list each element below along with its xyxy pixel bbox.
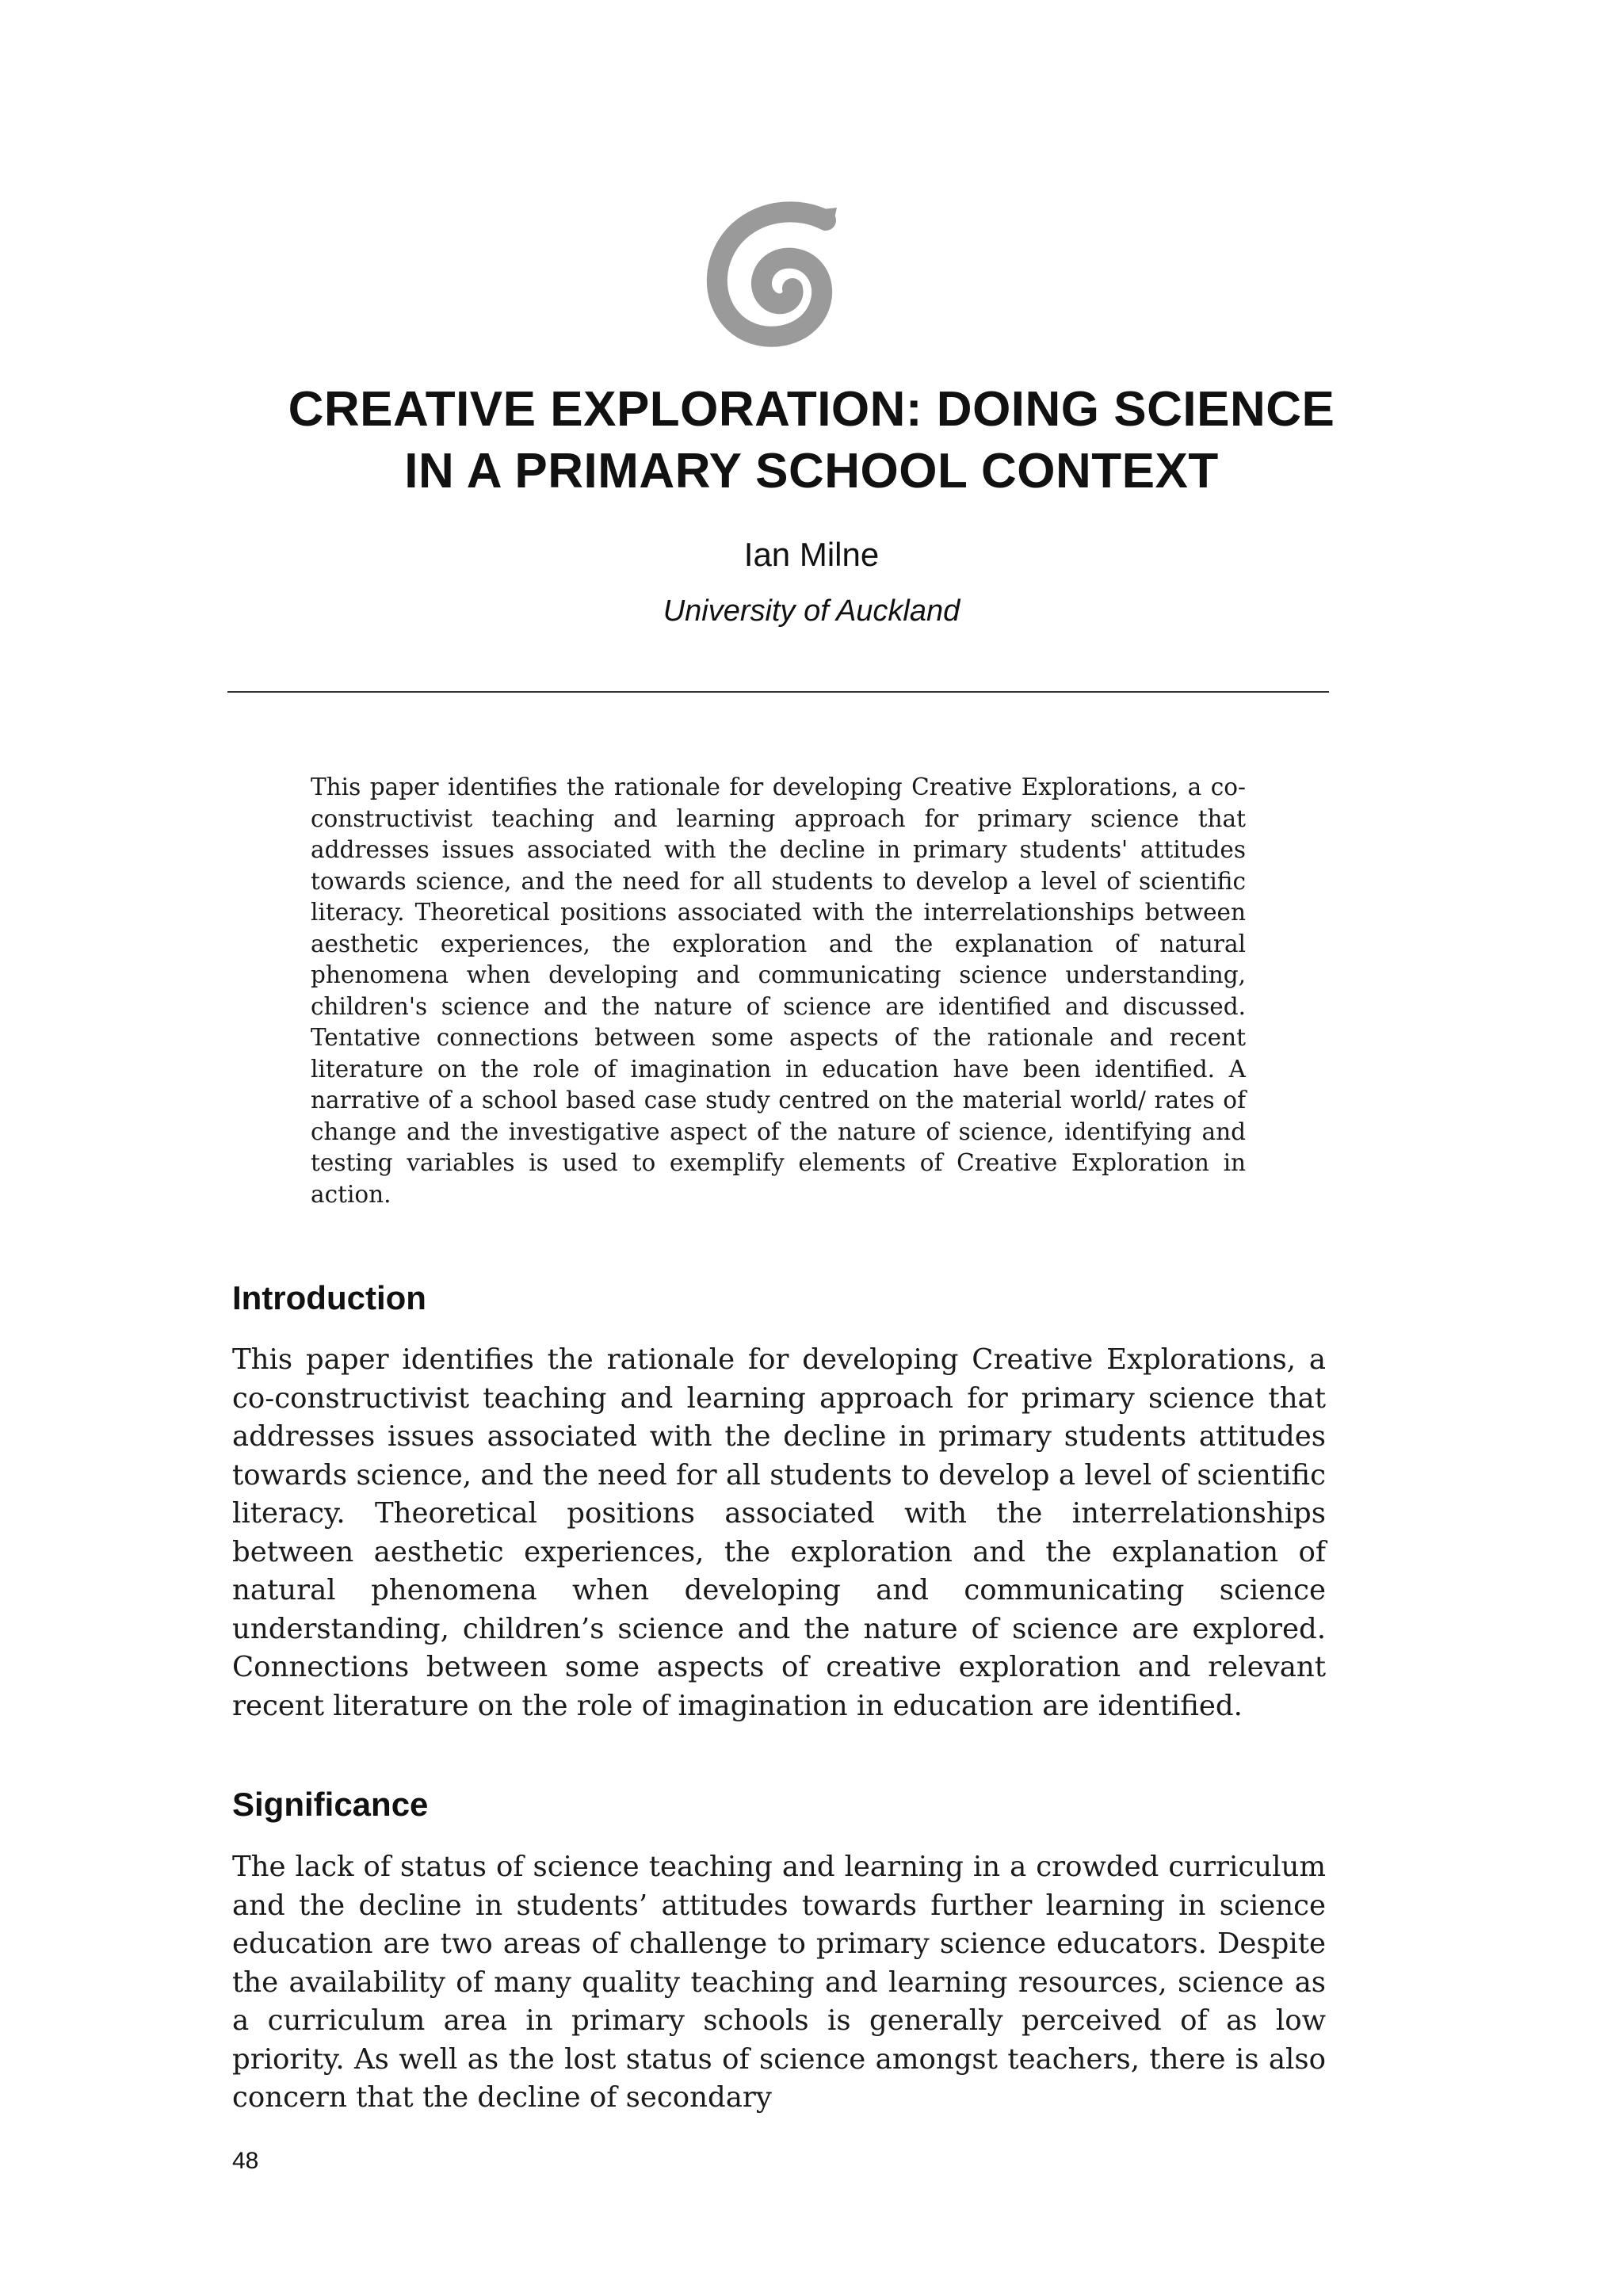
section-heading-introduction: Introduction — [232, 1279, 426, 1316]
abstract: This paper identifies the rationale for developing Creative Explorations, a co-constructivist teaching and learning approach for primary science that addresses issues associated with the decline in primary students' attitudes towards science, and the need for all students to develop a level of scientific literacy. Theoretical positions associated with the interrelationships between aesthetic experiences, the exploration and the explanation of natural phenomena when developing and communicating science understanding, children's science and the nature of science are identified and discussed. Tentative connections between some aspects of the rationale and recent literature on the role of imagination in education have been identified. A narrative of a school based case study centred on the material world/ rates of change and the investigative aspect of the nature of science, identifying and testing variables is used to exemplify elements of Creative Exploration in action. — [311, 774, 1246, 1208]
spiral-logo-icon — [689, 190, 856, 357]
page-number: 48 — [232, 2148, 259, 2174]
title-divider — [227, 691, 1329, 693]
section-text-significance: The lack of status of science teaching and learning in a crowded curriculum and the decline in students’ attitudes towards further learning in science education are two areas of challenge to primary science educators. Despite the availability of many quality teaching and learning resources, science as a curriculum area in primary schools is generally perceived of as low priority. As well as the lost status of science amongst teachers, there is also concern that the decline of secondary — [232, 1851, 1326, 2114]
section-heading-significance: Significance — [232, 1786, 429, 1823]
author-affiliation: University of Auckland — [663, 594, 960, 628]
paper-title — [0, 379, 1623, 502]
section-text-introduction: This paper identifies the rationale for developing Creative Explorations, a co-constructivist teaching and learning approach for primary science that addresses issues associated with the decline in primary students attitudes towards science, and the need for all students to develop a level of scientific literacy. Theoretical positions associated with the interrelationships between aesthetic experiences, the exploration and the explanation of natural phenomena when developing and communicating science understanding, children’s science and the nature of science are explored. Connections between some aspects of creative exploration and relevant recent literature on the role of imagination in education are identified. — [232, 1343, 1326, 1722]
title-line-1: CREATIVE EXPLORATION: DOING SCIENCE — [288, 382, 1335, 437]
title-line-2: IN A PRIMARY SCHOOL CONTEXT — [404, 444, 1219, 499]
author-name: Ian Milne — [743, 536, 880, 573]
